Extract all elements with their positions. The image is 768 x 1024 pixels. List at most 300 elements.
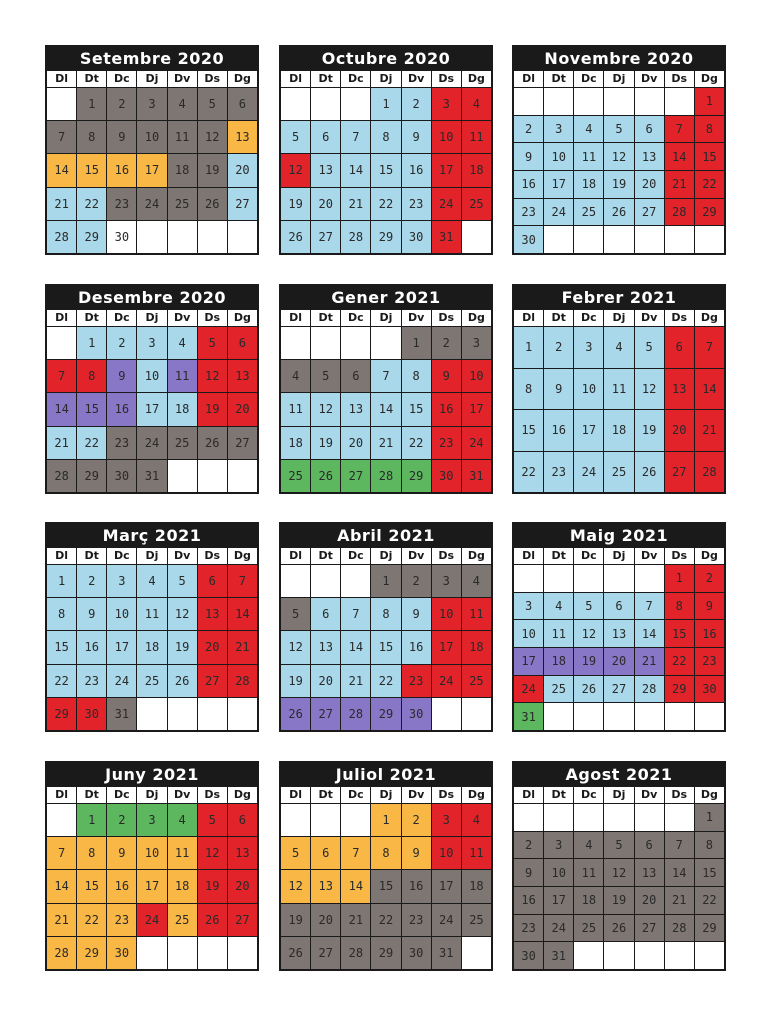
weekday-label: Dg <box>228 71 257 87</box>
day-cell: 30 <box>695 676 724 703</box>
day-cell: 23 <box>402 904 431 936</box>
weekday-label: Ds <box>432 787 461 803</box>
day-cell: 1 <box>371 88 400 120</box>
empty-cell <box>341 804 370 836</box>
weekday-label: Dt <box>77 71 106 87</box>
day-cell: 25 <box>462 188 491 220</box>
day-cell: 18 <box>462 154 491 186</box>
month-title: Octubre 2020 <box>321 49 451 68</box>
day-grid <box>281 326 491 492</box>
day-cell: 28 <box>341 698 370 730</box>
day-cell: 15 <box>371 631 400 663</box>
empty-cell <box>198 460 227 492</box>
empty-cell <box>228 937 257 969</box>
empty-cell <box>462 221 491 253</box>
day-cell: 29 <box>77 460 106 492</box>
weekday-label: Dj <box>604 71 633 87</box>
day-cell: 2 <box>107 88 136 120</box>
day-cell: 13 <box>228 121 257 153</box>
day-cell: 12 <box>198 837 227 869</box>
weekday-label: Dc <box>107 548 136 564</box>
day-cell: 19 <box>168 631 197 663</box>
empty-cell <box>47 327 76 359</box>
weekday-label: Ds <box>198 787 227 803</box>
day-cell: 11 <box>574 859 603 886</box>
day-cell: 19 <box>281 904 310 936</box>
day-cell: 12 <box>168 598 197 630</box>
day-cell: 5 <box>281 837 310 869</box>
day-cell: 9 <box>402 837 431 869</box>
day-cell: 10 <box>574 369 603 410</box>
day-cell: 23 <box>514 199 543 226</box>
day-cell: 20 <box>604 648 633 675</box>
day-cell: 5 <box>311 360 340 392</box>
day-cell: 17 <box>432 870 461 902</box>
day-cell: 13 <box>311 631 340 663</box>
day-cell: 20 <box>341 427 370 459</box>
day-grid <box>514 326 724 492</box>
weekday-header <box>281 547 491 564</box>
weekday-label: Dl <box>47 787 76 803</box>
day-cell: 18 <box>544 648 573 675</box>
day-cell: 7 <box>695 327 724 368</box>
day-grid <box>514 564 724 730</box>
weekday-label: Dg <box>695 71 724 87</box>
empty-cell <box>665 942 694 969</box>
day-cell: 23 <box>402 188 431 220</box>
day-cell: 13 <box>341 393 370 425</box>
day-cell: 18 <box>462 631 491 663</box>
weekday-label: Dl <box>281 71 310 87</box>
day-grid <box>281 803 491 969</box>
day-cell: 10 <box>544 143 573 170</box>
empty-cell <box>47 804 76 836</box>
day-cell: 20 <box>228 154 257 186</box>
weekday-label: Dj <box>137 71 166 87</box>
day-cell: 8 <box>371 121 400 153</box>
weekday-label: Dv <box>635 548 664 564</box>
day-cell: 24 <box>514 676 543 703</box>
empty-cell <box>168 698 197 730</box>
day-cell: 2 <box>695 565 724 592</box>
day-cell: 16 <box>514 171 543 198</box>
day-cell: 28 <box>47 937 76 969</box>
day-cell: 24 <box>574 452 603 493</box>
weekday-label: Dt <box>311 548 340 564</box>
weekday-label: Dv <box>168 787 197 803</box>
day-cell: 11 <box>544 620 573 647</box>
month-calendar <box>512 284 726 494</box>
day-cell: 4 <box>168 88 197 120</box>
weekday-label: Dc <box>574 310 603 326</box>
day-cell: 7 <box>341 837 370 869</box>
day-cell: 28 <box>47 221 76 253</box>
day-cell: 7 <box>228 565 257 597</box>
day-cell: 17 <box>432 631 461 663</box>
day-cell: 16 <box>514 887 543 914</box>
day-cell: 16 <box>695 620 724 647</box>
day-cell: 7 <box>47 360 76 392</box>
day-cell: 26 <box>574 676 603 703</box>
day-cell: 14 <box>228 598 257 630</box>
day-cell: 23 <box>77 665 106 697</box>
day-cell: 30 <box>402 221 431 253</box>
month-title: Setembre 2020 <box>79 49 225 68</box>
day-cell: 3 <box>462 327 491 359</box>
weekday-label: Dv <box>168 310 197 326</box>
day-cell: 15 <box>371 154 400 186</box>
weekday-label: Dv <box>402 71 431 87</box>
day-cell: 3 <box>137 327 166 359</box>
day-cell: 28 <box>47 460 76 492</box>
weekday-header <box>47 309 257 326</box>
day-cell: 3 <box>107 565 136 597</box>
month-title: Maig 2021 <box>569 526 669 545</box>
empty-cell <box>604 804 633 831</box>
day-cell: 1 <box>77 88 106 120</box>
day-cell: 10 <box>137 121 166 153</box>
day-cell: 24 <box>462 427 491 459</box>
day-cell: 31 <box>432 937 461 969</box>
empty-cell <box>544 226 573 253</box>
day-cell: 25 <box>137 665 166 697</box>
day-cell: 11 <box>462 598 491 630</box>
day-cell: 29 <box>695 915 724 942</box>
day-cell: 3 <box>544 116 573 143</box>
day-grid <box>281 87 491 253</box>
day-cell: 4 <box>137 565 166 597</box>
day-grid <box>514 87 724 253</box>
day-cell: 26 <box>281 937 310 969</box>
weekday-label: Dj <box>137 310 166 326</box>
day-cell: 19 <box>604 887 633 914</box>
weekday-label: Ds <box>198 71 227 87</box>
weekday-label: Dc <box>341 548 370 564</box>
day-cell: 5 <box>168 565 197 597</box>
day-cell: 11 <box>462 121 491 153</box>
day-cell: 6 <box>311 837 340 869</box>
day-cell: 16 <box>77 631 106 663</box>
day-cell: 24 <box>432 904 461 936</box>
day-cell: 29 <box>402 460 431 492</box>
weekday-label: Dv <box>635 787 664 803</box>
day-cell: 25 <box>574 915 603 942</box>
weekday-label: Dl <box>281 548 310 564</box>
month-calendar <box>279 45 493 255</box>
day-cell: 28 <box>341 221 370 253</box>
empty-cell <box>432 698 461 730</box>
day-cell: 6 <box>635 116 664 143</box>
day-cell: 9 <box>695 593 724 620</box>
day-cell: 7 <box>47 121 76 153</box>
empty-cell <box>635 942 664 969</box>
day-cell: 26 <box>198 427 227 459</box>
day-cell: 28 <box>695 452 724 493</box>
day-cell: 11 <box>281 393 310 425</box>
weekday-label: Dl <box>514 548 543 564</box>
month-title: Juliol 2021 <box>335 765 437 784</box>
weekday-label: Dl <box>514 787 543 803</box>
day-cell: 26 <box>168 665 197 697</box>
day-cell: 18 <box>574 171 603 198</box>
day-cell: 6 <box>228 327 257 359</box>
day-cell: 10 <box>137 360 166 392</box>
day-cell: 17 <box>432 154 461 186</box>
day-cell: 24 <box>107 665 136 697</box>
day-cell: 15 <box>695 143 724 170</box>
day-cell: 8 <box>371 837 400 869</box>
day-cell: 12 <box>604 859 633 886</box>
day-cell: 23 <box>107 188 136 220</box>
weekday-header <box>47 547 257 564</box>
day-cell: 31 <box>107 698 136 730</box>
day-cell: 2 <box>107 804 136 836</box>
day-cell: 4 <box>168 804 197 836</box>
empty-cell <box>311 88 340 120</box>
month-calendar <box>279 284 493 494</box>
day-cell: 19 <box>574 648 603 675</box>
empty-cell <box>311 327 340 359</box>
day-cell: 3 <box>432 804 461 836</box>
day-cell: 8 <box>514 369 543 410</box>
weekday-label: Dl <box>281 787 310 803</box>
day-cell: 17 <box>137 870 166 902</box>
empty-cell <box>341 327 370 359</box>
day-cell: 11 <box>604 369 633 410</box>
day-cell: 7 <box>665 116 694 143</box>
weekday-label: Dg <box>228 548 257 564</box>
day-cell: 16 <box>402 154 431 186</box>
weekday-label: Ds <box>198 310 227 326</box>
day-cell: 13 <box>228 360 257 392</box>
day-cell: 6 <box>198 565 227 597</box>
day-cell: 3 <box>514 593 543 620</box>
day-cell: 14 <box>47 393 76 425</box>
day-cell: 25 <box>168 904 197 936</box>
day-cell: 4 <box>281 360 310 392</box>
day-cell: 31 <box>462 460 491 492</box>
empty-cell <box>574 88 603 115</box>
day-cell: 14 <box>341 154 370 186</box>
empty-cell <box>604 565 633 592</box>
weekday-label: Dc <box>341 787 370 803</box>
weekday-label: Dg <box>695 548 724 564</box>
day-cell: 19 <box>281 188 310 220</box>
day-cell: 24 <box>544 915 573 942</box>
day-cell: 5 <box>635 327 664 368</box>
day-cell: 25 <box>544 676 573 703</box>
day-cell: 2 <box>77 565 106 597</box>
day-cell: 15 <box>695 859 724 886</box>
day-cell: 29 <box>77 221 106 253</box>
weekday-label: Dv <box>635 71 664 87</box>
weekday-header <box>514 547 724 564</box>
day-cell: 23 <box>402 665 431 697</box>
day-cell: 10 <box>514 620 543 647</box>
day-cell: 6 <box>665 327 694 368</box>
day-cell: 10 <box>137 837 166 869</box>
day-cell: 4 <box>168 327 197 359</box>
month-title: Abril 2021 <box>337 526 435 545</box>
weekday-label: Dl <box>514 71 543 87</box>
day-cell: 4 <box>462 565 491 597</box>
empty-cell <box>695 942 724 969</box>
day-cell: 24 <box>137 904 166 936</box>
empty-cell <box>665 804 694 831</box>
month-title: Juny 2021 <box>105 765 199 784</box>
day-cell: 27 <box>665 452 694 493</box>
day-cell: 3 <box>432 565 461 597</box>
day-cell: 23 <box>514 915 543 942</box>
empty-cell <box>635 804 664 831</box>
day-cell: 31 <box>137 460 166 492</box>
day-cell: 15 <box>514 410 543 451</box>
empty-cell <box>341 88 370 120</box>
day-cell: 5 <box>604 832 633 859</box>
day-cell: 29 <box>77 937 106 969</box>
day-cell: 27 <box>311 937 340 969</box>
day-cell: 9 <box>107 837 136 869</box>
day-cell: 27 <box>228 904 257 936</box>
day-cell: 9 <box>432 360 461 392</box>
day-cell: 30 <box>402 937 431 969</box>
empty-cell <box>168 221 197 253</box>
day-cell: 19 <box>198 393 227 425</box>
weekday-header <box>47 786 257 803</box>
empty-cell <box>604 226 633 253</box>
day-cell: 9 <box>107 121 136 153</box>
day-cell: 4 <box>462 804 491 836</box>
weekday-label: Dv <box>168 71 197 87</box>
weekday-label: Dc <box>107 787 136 803</box>
empty-cell <box>281 327 310 359</box>
day-cell: 31 <box>544 942 573 969</box>
day-cell: 21 <box>665 171 694 198</box>
empty-cell <box>514 565 543 592</box>
weekday-header <box>281 70 491 87</box>
day-cell: 21 <box>47 904 76 936</box>
day-grid <box>47 803 257 969</box>
day-cell: 13 <box>665 369 694 410</box>
day-cell: 28 <box>228 665 257 697</box>
day-cell: 2 <box>402 804 431 836</box>
day-grid <box>47 326 257 492</box>
day-cell: 9 <box>107 360 136 392</box>
weekday-label: Dl <box>514 310 543 326</box>
day-cell: 17 <box>107 631 136 663</box>
day-cell: 12 <box>311 393 340 425</box>
empty-cell <box>544 703 573 730</box>
weekday-label: Dg <box>228 310 257 326</box>
day-cell: 18 <box>137 631 166 663</box>
day-cell: 15 <box>371 870 400 902</box>
day-cell: 11 <box>168 121 197 153</box>
weekday-label: Dj <box>371 310 400 326</box>
day-cell: 14 <box>341 870 370 902</box>
day-cell: 10 <box>544 859 573 886</box>
day-cell: 28 <box>665 199 694 226</box>
day-cell: 28 <box>371 460 400 492</box>
empty-cell <box>574 942 603 969</box>
weekday-label: Dc <box>107 310 136 326</box>
day-cell: 10 <box>462 360 491 392</box>
day-cell: 8 <box>695 832 724 859</box>
empty-cell <box>47 88 76 120</box>
day-cell: 17 <box>137 393 166 425</box>
weekday-label: Dc <box>574 787 603 803</box>
empty-cell <box>574 565 603 592</box>
day-cell: 29 <box>371 937 400 969</box>
day-cell: 26 <box>311 460 340 492</box>
day-cell: 10 <box>107 598 136 630</box>
day-cell: 1 <box>514 327 543 368</box>
day-cell: 18 <box>574 887 603 914</box>
day-cell: 14 <box>665 859 694 886</box>
day-cell: 12 <box>604 143 633 170</box>
day-cell: 1 <box>371 804 400 836</box>
weekday-label: Dj <box>371 548 400 564</box>
weekday-label: Dg <box>462 310 491 326</box>
weekday-label: Ds <box>198 548 227 564</box>
day-cell: 26 <box>198 904 227 936</box>
day-cell: 14 <box>665 143 694 170</box>
day-cell: 22 <box>77 427 106 459</box>
day-cell: 17 <box>462 393 491 425</box>
weekday-header <box>47 70 257 87</box>
day-cell: 25 <box>168 188 197 220</box>
day-cell: 8 <box>47 598 76 630</box>
day-cell: 15 <box>77 393 106 425</box>
day-cell: 1 <box>665 565 694 592</box>
day-cell: 12 <box>574 620 603 647</box>
weekday-label: Dc <box>341 310 370 326</box>
day-cell: 8 <box>371 598 400 630</box>
day-cell: 30 <box>514 226 543 253</box>
day-cell: 24 <box>432 665 461 697</box>
day-cell: 5 <box>574 593 603 620</box>
empty-cell <box>198 937 227 969</box>
day-cell: 15 <box>77 154 106 186</box>
day-cell: 9 <box>402 121 431 153</box>
weekday-label: Dg <box>695 787 724 803</box>
month-title: Febrer 2021 <box>561 288 677 307</box>
day-cell: 29 <box>371 698 400 730</box>
day-cell: 20 <box>228 393 257 425</box>
day-cell: 19 <box>604 171 633 198</box>
day-cell: 8 <box>77 837 106 869</box>
day-cell: 2 <box>402 88 431 120</box>
day-cell: 29 <box>695 199 724 226</box>
day-cell: 31 <box>432 221 461 253</box>
empty-cell <box>311 565 340 597</box>
day-grid <box>281 564 491 730</box>
month-title: Gener 2021 <box>331 288 441 307</box>
weekday-label: Dt <box>77 310 106 326</box>
day-cell: 23 <box>107 427 136 459</box>
weekday-label: Dv <box>168 548 197 564</box>
day-cell: 20 <box>311 665 340 697</box>
day-cell: 28 <box>635 676 664 703</box>
weekday-header <box>281 309 491 326</box>
day-cell: 26 <box>604 199 633 226</box>
day-cell: 22 <box>695 171 724 198</box>
day-cell: 30 <box>107 460 136 492</box>
empty-cell <box>635 703 664 730</box>
day-cell: 9 <box>514 143 543 170</box>
empty-cell <box>228 221 257 253</box>
day-cell: 22 <box>371 904 400 936</box>
weekday-label: Dc <box>574 71 603 87</box>
